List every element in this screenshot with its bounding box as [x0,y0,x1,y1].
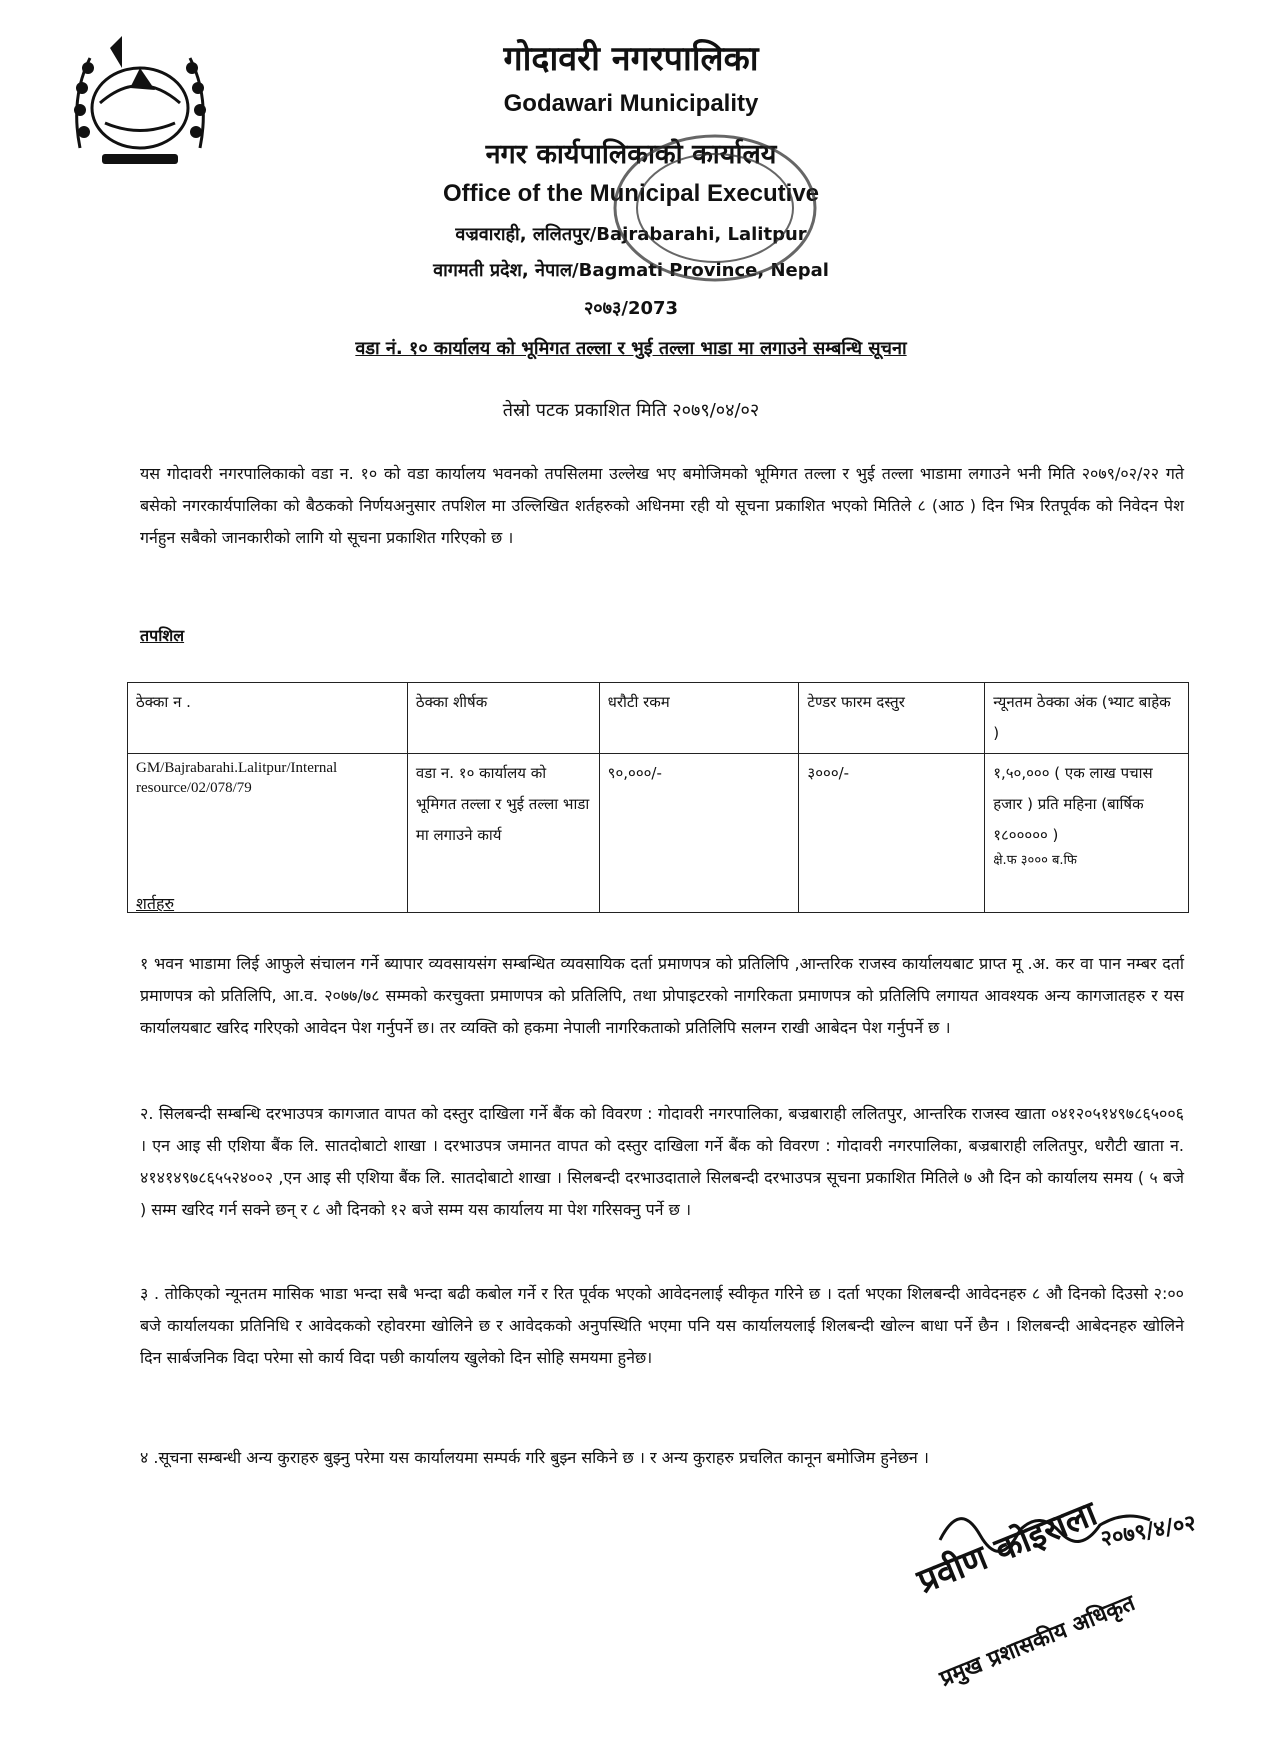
signatory-title: प्रमुख प्रशासकीय अधिकृत [936,1590,1139,1692]
municipality-name-nepali: गोदावरी नगरपालिका [503,39,759,79]
office-seal-stamp [600,118,830,298]
signatory-name: प्रवीण कोइराला [911,1493,1103,1602]
signature-date: २०७९/४/०२ [1098,1510,1198,1553]
contract-number-cell: GM/Bajrabarahi.Lalitpur/Internal resource/02/078/79 [128,754,408,913]
condition-item: १ भवन भाडामा लिई आफुले संचालन गर्ने ब्यापार व्यवसायसंग सम्बन्धित व्यवसायिक दर्ता प्रमाणपत्र को प्रतिलिपि ,आन्तरिक राजस्व कार्यालयबाट प्राप्त मू .अ. कर वा पान नम्बर दर्ता प्रमाणपत्र को प्रतिलिपि, आ.व. २०७७/७८ सम्मको करचुक्ता प्रमाणपत्र को प्रतिलिपि, तथा प्रोपाइटरको नागरिकता प्रमाणपत्र को प्रतिलिपि लगायत आवश्यक अन्य कागजातहरु र यस कार्यालयबाट खरिद गरिएको आवेदन पेश गर्नुपर्ने छ। तर व्यक्ति को हकमा नेपाली नागरिकताको प्रतिलिपि सलग्न राखी आबेदन पेश गर्नुपर्ने छ । [140,954,1184,1037]
office-name-english: Office of the Municipal Executive [442,180,820,207]
table-row [128,754,1189,913]
office-address: वज्रवाराही, ललितपुर/Bajrabarahi, Lalitpur [455,224,807,245]
details-label: तपशिल [140,626,185,645]
office-name-nepali: नगर कार्यपालिकाको कार्यालय [485,139,777,170]
condition-item: ३ . तोकिएको न्यूनतम मासिक भाडा भन्दा सबै भन्दा बढी कबोल गर्ने र रित पूर्वक भएको आवेदनलाई स्वीकृत गरिने छ । दर्ता भएका शिलबन्दी आवेदनहरु ८ औ दिनको दिउसो २:०० बजे कार्यालयका प्रतिनिधि र आवेदकको रहोवरमा खोलिने छ र आवेदकको अनुपस्थिति भएमा पनि यस कार्यालयलाई शिलबन्दी खोल्न बाधा पर्ने छैन । शिलबन्दी आबेदनहरु खोलिने दिन सार्बजनिक विदा परेमा सो कार्य विदा पछी कार्यालय खुलेको दिन सोहि समयमा हुनेछ। [140,1284,1184,1367]
form-fee-cell: ३०००/- [799,754,985,913]
establishment-year: २०७३/2073 [583,298,679,319]
table-header-row [128,683,1189,754]
municipality-name-english: Godawari Municipality [503,90,759,117]
minimum-amount-text: १,५०,००० ( एक लाख पचास हजार ) प्रति महिना (बार्षिक १८००००० ) [993,764,1153,844]
tender-details-table [127,682,1189,913]
publication-date: तेस्रो पटक प्रकाशित मिति २०७९/०४/०२ [502,400,760,421]
condition-item: ४ .सूचना सम्बन्धी अन्य कुराहरु बुझ्नु परेमा यस कार्यालयमा सम्पर्क गरि बुझ्न सकिने छ । र अन्य कुराहरु प्रचलित कानून बमोजिम हुनेछन । [140,1448,929,1467]
contract-title-cell: वडा न. १० कार्यालय को भूमिगत तल्ला र भुई तल्ला भाडा मा लगाउने कार्य [407,754,599,913]
province-line: वागमती प्रदेश, नेपाल/Bagmati Province, Nepal [433,260,829,281]
column-header: ठेक्का शीर्षक [407,683,599,754]
conditions-label: शर्तहरु [136,894,175,913]
column-header: न्यूनतम ठेक्का अंक (भ्याट बाहेक ) [985,683,1189,754]
deposit-amount-cell: ९०,०००/- [599,754,799,913]
column-header: ठेक्का न . [128,683,408,754]
condition-item: २. सिलबन्दी सम्बन्धि दरभाउपत्र कागजात वापत को दस्तुर दाखिला गर्ने बैंक को विवरण : गोदावरी नगरपालिका, बज्रबाराही ललितपुर, आन्तरिक राजस्व खाता ०४१२०५१४९७८६५००६ । एन आइ सी एशिया बैंक लि. सातदोबाटो शाखा । दरभाउपत्र जमानत वापत को दस्तुर दाखिला गर्ने बैंक को विवरण : गोदावरी नगरपालिका, बज्रबाराही ललितपुर, धरौटी खाता न. ४१४१४९७८६५५२४००२ ,एन आइ सी एशिया बैंक लि. सातदोबाटो शाखा । सिलबन्दी दरभाउदाताले सिलबन्दी दरभाउपत्र सूचना प्रकाशित मितिले ७ औ दिन को कार्यालय समय ( ५ बजे ) सम्म खरिद गर्न सक्ने छन् र ८ औ दिनको १२ बजे सम्म यस कार्यालय मा पेश गरिसक्नु पर्ने छ । [140,1104,1184,1219]
intro-paragraph: यस गोदावरी नगरपालिकाको वडा न. १० को वडा कार्यालय भवनको तपसिलमा उल्लेख भए बमोजिमको भूमिगत तल्ला र भुई तल्ला भाडामा लगाउने भनी मिति २०७९/०२/२२ गते बसेको नगरकार्यपालिका को बैठकको निर्णयअनुसार तपशिल मा उल्लिखित शर्तहरुको अधिनमा रही यो सूचना प्रकाशित भएको मितिले ८ (आठ ) दिन भित्र रितपूर्वक को निवेदन पेश गर्नहुन सबैको जानकारीको लागि यो सूचना प्रकाशित गरिएको छ । [140,464,1184,547]
area-note: क्षे.फ ३००० ब.फि [993,853,1077,868]
column-header: धरौटी रकम [599,683,799,754]
notice-subject: वडा नं. १० कार्यालय को भूमिगत तल्ला र भुई तल्ला भाडा मा लगाउने सम्बन्धि सूचना [355,338,907,359]
minimum-amount-cell [985,754,1189,913]
column-header: टेण्डर फारम दस्तुर [799,683,985,754]
